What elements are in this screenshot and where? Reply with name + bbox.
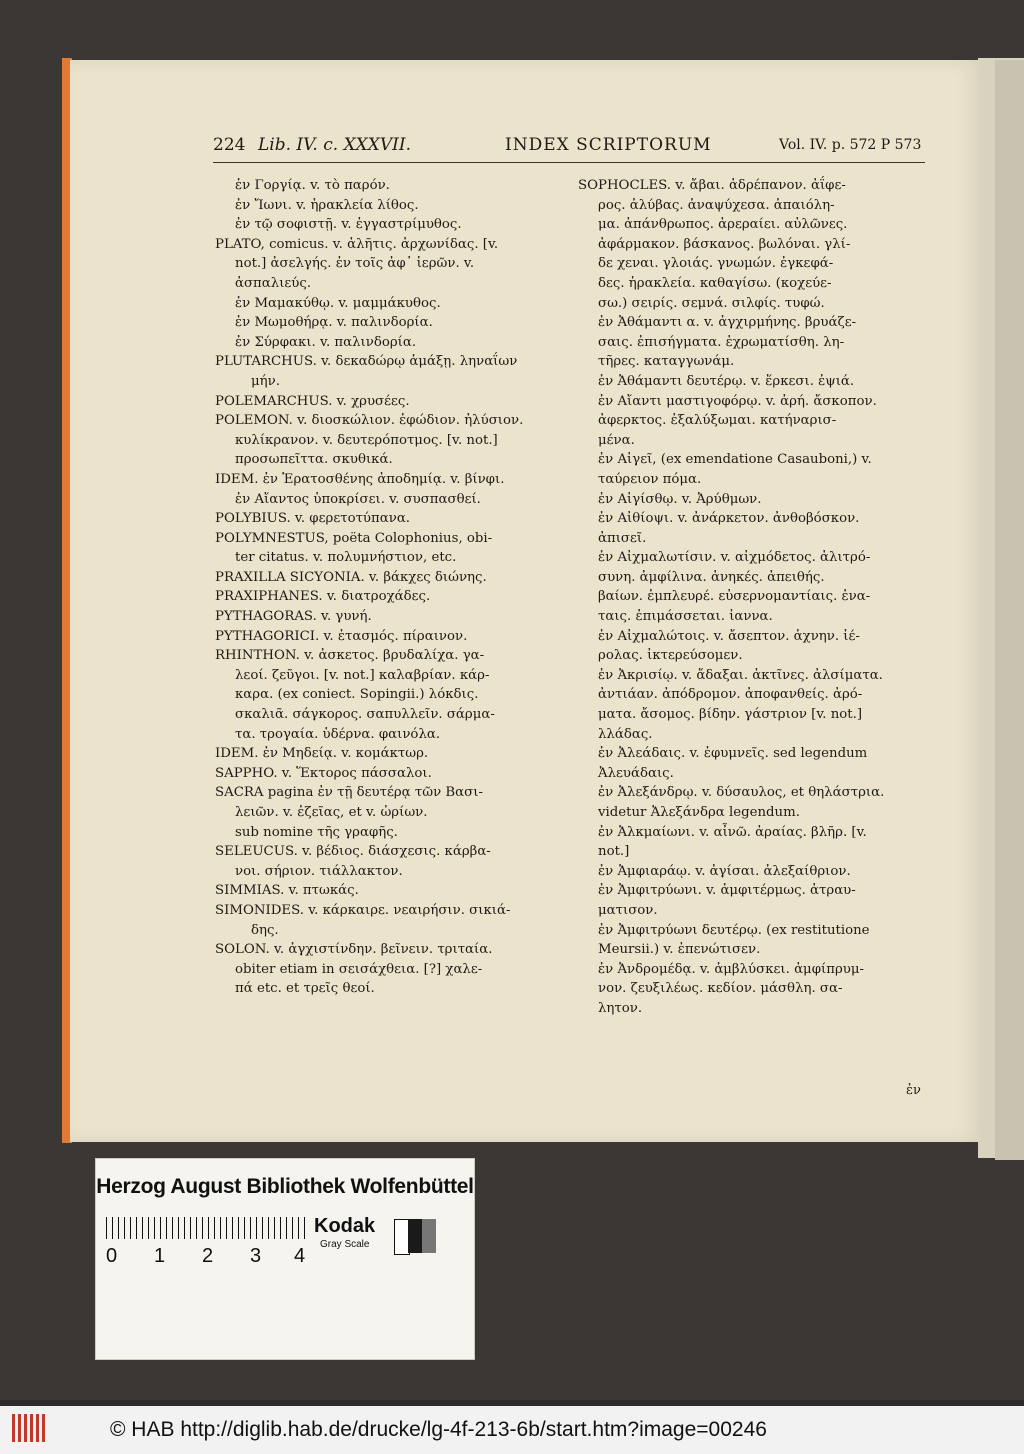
index-line: Meursii.) v. ἐπενώτισεν.: [598, 942, 761, 958]
index-line: δης.: [251, 922, 279, 938]
scale-ruler: [106, 1217, 306, 1289]
index-line: σω.) σειρίς. σεμνά. σιλφίς. τυφώ.: [598, 295, 825, 311]
ruler-number: 2: [202, 1245, 214, 1267]
index-line: SIMMIAS. v. πτωκάς.: [215, 883, 359, 899]
kodak-brand: Kodak: [314, 1215, 376, 1237]
index-line: λλάδας.: [598, 726, 653, 742]
index-line: SOLON. v. ἀγχιστίνδην. βεῖνειν. τριταία.: [215, 942, 493, 958]
index-line: SIMONIDES. v. κάρκαιρε. νεαιρήσιν. σικιά-: [215, 902, 511, 918]
index-line: ἐν Ἀθάμαντι δευτέρῳ. v. ἕρκεσι. ἐψιά.: [598, 373, 855, 389]
index-line: ἐν Ἀμφιαράῳ. v. ἀγίσαι. ἀλεξαίθριον.: [598, 863, 851, 879]
index-line: ἐν Ἀλεξάνδρῳ. v. δύσαυλος, et θηλάστρια.: [598, 785, 885, 801]
index-line: Ἀλευάδαις.: [598, 765, 674, 781]
index-line: ρολας. ἰκτερεύσομεν.: [598, 648, 743, 664]
library-name: Herzog August Bibliothek Wolfenbüttel: [96, 1175, 474, 1198]
index-line: SAPPHO. v. Ἕκτορος πάσσαλοι.: [215, 765, 432, 781]
ruler-number: 1: [154, 1245, 166, 1267]
index-line: ἐν Αἰθίοψι. v. ἀνάρκετον. ἀνθοβόσκον.: [598, 511, 860, 527]
index-line: POLEMARCHUS. v. χρυσέες.: [215, 393, 410, 409]
volume-reference: Vol. IV. p. 572 P 573: [779, 137, 922, 153]
index-line: σαις. ἐπισήγματα. ἐχρωματίσθη. λη-: [598, 334, 845, 350]
index-line: ρος. ἀλύβας. ἀναψύχεσα. ἀπαιόλη-: [598, 197, 835, 213]
index-line: μένα.: [598, 432, 635, 448]
index-line: λειῶν. v. ἐζεῖας, et v. ὠρίων.: [235, 805, 428, 820]
index-line: ἐν Αἰγίσθῳ. v. Ἀρύθμων.: [598, 491, 762, 507]
index-line: νον. ζευξιλέως. κεδίον. μάσθλη. σα-: [598, 981, 843, 997]
index-line: κυλίκρανον. v. δευτερόποτμος. [v. not.]: [235, 432, 498, 448]
index-line: ἐν Αἴαντος ὑποκρίσει. v. συσπασθεί.: [235, 491, 481, 507]
index-line: ἐν Ἀμφιτρύωνι δευτέρῳ. (ex restitutione: [598, 922, 870, 938]
index-line: τα. τρογαία. ὑδέρνα. φαινόλα.: [235, 726, 441, 742]
index-line: ἐν Ἴωνι. v. ἡρακλεία λίθος.: [235, 197, 419, 213]
index-line: IDEM. ἐν Ἐρατοσθένης ἀποδημίᾳ. v. βίνφι.: [215, 471, 505, 487]
header-rule: [213, 162, 925, 163]
index-line: PRAXIPHANES. v. διατροχάδες.: [215, 589, 431, 605]
index-line: συνη. ἀμφίλινα. ἀνηκές. ἀπειθής.: [598, 569, 825, 585]
index-line: νοι. σήριον. τιάλλακτον.: [235, 863, 403, 879]
page-number: 224: [213, 135, 246, 155]
index-line: πά etc. et τρεῖς θεοί.: [235, 981, 375, 997]
index-line: PYTHAGORAS. v. γυνή.: [215, 609, 372, 625]
index-line: ἀφερκτος. ἐξαλύξωμαι. κατήναρισ-: [598, 413, 837, 429]
index-line: μήν.: [251, 373, 280, 389]
index-line: προσωπεῖττα. σκυθικά.: [235, 452, 393, 468]
index-line: ἐν Αἰχμαλωτίσιν. v. αἰχμόδετος. ἀλιτρό-: [598, 550, 871, 566]
index-line: ἐν Σύρφακι. v. παλινδορία.: [235, 334, 417, 350]
index-line: POLYMNESTUS, poëta Colophonius, obi-: [215, 530, 493, 546]
index-line: δες. ἡρακλεία. καθαγίσω. (κοχεύε-: [598, 275, 832, 291]
index-line: sub nomine τῆς γραφῆς.: [235, 824, 398, 840]
ruler-number: 0: [106, 1245, 118, 1267]
index-line: ματα. ἄσομος. βίδην. γάστριον [v. not.]: [598, 707, 863, 723]
index-line: PLUTARCHUS. v. δεκαδώρῳ ἁμάξῃ. ληναΐων: [215, 354, 518, 370]
running-header: [213, 135, 925, 163]
index-line: SOPHOCLES. v. ἄβαι. ἀδρέπανον. ἀΐφε-: [578, 178, 846, 193]
index-line: ter citatus. v. πολυμνήστιον, etc.: [235, 550, 457, 566]
index-line: SACRA pagina ἐν τῇ δευτέρᾳ τῶν Βασι-: [215, 785, 483, 801]
index-line: POLEMON. v. διοσκώλιον. ἐφώδιον. ἠλύσιον.: [215, 413, 524, 429]
index-line: μα. ἀπάνθρωπος. ἀρεραίει. αὐλῶνες.: [598, 217, 848, 233]
index-line: ἐν Ἀκρισίῳ. v. ἄδαξαι. ἀκτῖνες. ἀλσίματα.: [598, 667, 883, 683]
ruler-number: 3: [250, 1245, 262, 1267]
index-line: videtur Ἀλεξάνδρα legendum.: [598, 805, 800, 820]
index-line: ἀφάρμακον. βάσκανος. βωλόναι. γλί-: [598, 236, 851, 252]
index-line: ταις. ἐπιμάσσεται. ἰαννα.: [598, 609, 773, 625]
index-line: PYTHAGORICI. v. ἐτασμός. πίραινον.: [215, 628, 468, 644]
index-line: καρα. (ex coniect. Sopingii.) λόκδις.: [235, 687, 479, 703]
black-swatch: [408, 1219, 422, 1253]
index-line: RHINTHON. v. ἀσκετος. βρυδαλίχα. γα-: [215, 648, 485, 664]
adjacent-page-shadow: [995, 60, 1024, 1160]
right-column: [578, 176, 928, 1019]
catchword: ἐν: [906, 1083, 921, 1098]
index-line: not.]: [598, 844, 630, 860]
index-line: ἐν Αἰγεῖ, (ex emendatione Casauboni,) v.: [598, 452, 872, 468]
index-line: ἐν Αἰχμαλώτοις. v. ἄσεπτον. ἀχνην. ἰέ-: [598, 628, 860, 644]
gray-swatch: [422, 1219, 436, 1253]
chapter-reference: Lib. IV. c. XXXVII.: [258, 135, 411, 155]
index-line: σκαλιᾶ. σάγκορος. σαπυλλεῖν. σάρμα-: [235, 707, 495, 723]
index-line: ἐν Ἀμφιτρύωνι. v. ἀμφιτέρμως. ἀτραυ-: [598, 883, 856, 899]
index-line: ἐν Ἀλεάδαις. v. ἐφυμνεῖς. sed legendum: [598, 746, 868, 762]
page-title: INDEX SCRIPTORUM: [505, 135, 712, 155]
gray-scale-text: Gray Scale: [320, 1239, 370, 1250]
index-line: ἐν Αἴαντι μαστιγοφόρῳ. v. ἀρή. ἄσκοπον.: [598, 393, 877, 409]
index-line: obiter etiam in σεισάχθεια. [?] χαλε-: [235, 961, 483, 977]
index-line: ἐν Μωμοθήρᾳ. v. παλινδορία.: [235, 315, 433, 331]
index-line: ταύρειον πόμα.: [598, 471, 702, 487]
hab-logo-icon: [12, 1414, 48, 1442]
index-line: βαίων. ἐμπλευρέ. εὐσερνομαντίαις. ἐνα-: [598, 589, 871, 605]
index-line: not.] ἀσελγής. ἐν τοῖς ἀφ᾽ ἱερῶν. v.: [235, 256, 475, 272]
index-line: ἐν Ἀλκμαίωνι. v. αἶνῶ. ἀραίας. βλῆρ. [v.: [598, 824, 867, 840]
index-line: λεοί. ζεῦγοι. [v. not.] καλαβρίαν. κάρ-: [235, 667, 490, 683]
index-line: ἐν τῷ σοφιστῇ. v. ἐγγαστρίμυθος.: [235, 217, 462, 233]
index-line: POLYBIUS. v. φερετοτύπανα.: [215, 511, 411, 527]
index-line: ἀσπαλιεύς.: [235, 275, 312, 291]
index-line: PRAXILLA SICYONIA. v. βάκχες διώνης.: [215, 569, 487, 585]
index-line: ματισον.: [598, 902, 658, 918]
index-line: ἐν Μαμακύθῳ. v. μαμμάκυθος.: [235, 295, 441, 311]
index-line: ἐν Ἀθάμαντι α. v. ἀγχιρμήνης. βρυάζε-: [598, 315, 857, 331]
index-line: δε χεναι. γλοιάς. γνωμών. ἐγκεφά-: [598, 256, 834, 272]
index-line: SELEUCUS. v. βέδιος. διάσχεσις. κάρβα-: [215, 844, 491, 860]
index-line: τῆρες. καταγγωνάμ.: [598, 354, 735, 370]
ruler-ticks: [106, 1217, 306, 1239]
index-line: ἀντιάαν. ἀπόδρομον. ἀποφανθείς. ἀρό-: [598, 687, 863, 703]
left-column: [215, 176, 560, 999]
ruler-number: 4: [294, 1245, 306, 1267]
index-line: ἐν Γοργίᾳ. v. τὸ παρόν.: [235, 178, 390, 193]
color-calibration-label: [95, 1158, 475, 1360]
index-line: IDEM. ἐν Μηδείᾳ. v. κομάκτωρ.: [215, 746, 429, 762]
index-line: ἀπισεῖ.: [598, 530, 647, 546]
copyright-link[interactable]: © HAB http://diglib.hab.de/drucke/lg-4f-213-6b/start.htm?image=00246: [110, 1418, 767, 1441]
index-line: ἐν Ἀνδρομέδᾳ. v. ἀμβλύσκει. ἀμφίπρυμ-: [598, 961, 864, 977]
index-line: λητον.: [598, 1000, 643, 1016]
index-line: PLATO, comicus. v. ἀλῆτις. ἀρχωνίδας. [v.: [215, 236, 499, 252]
